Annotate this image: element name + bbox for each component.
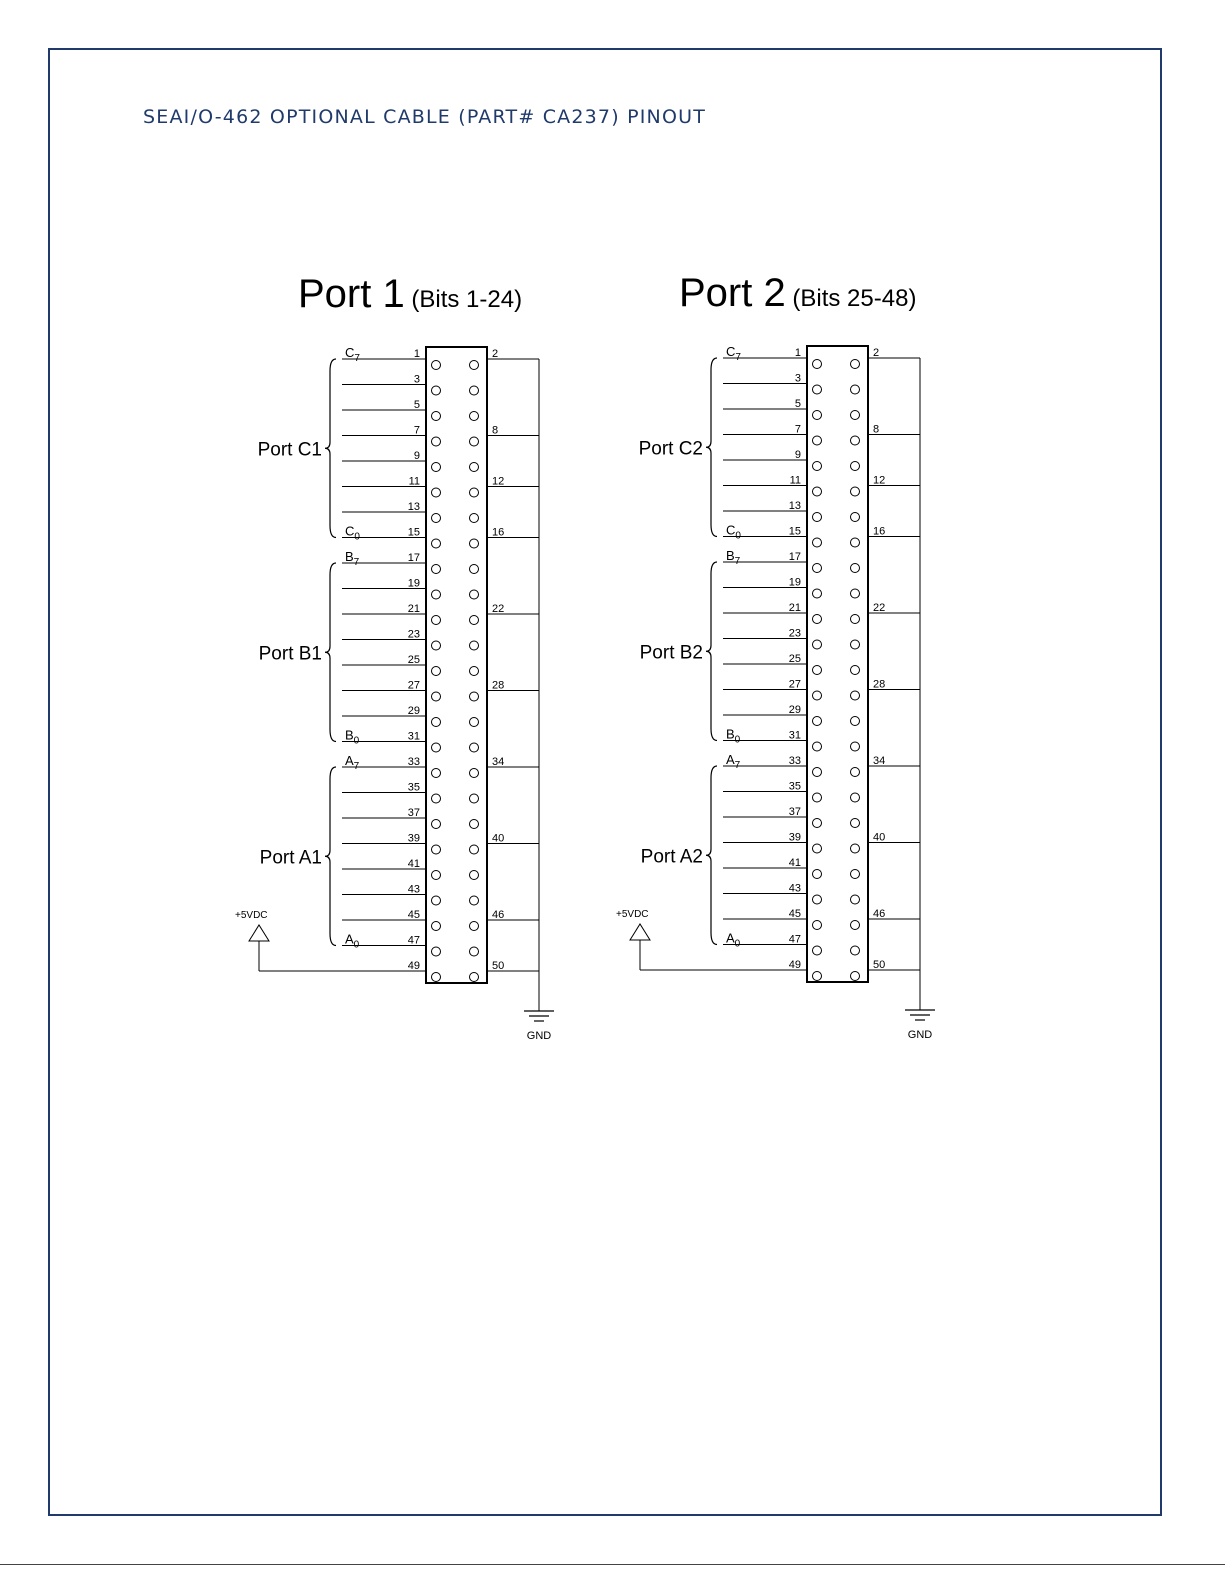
pin-number: 41	[407, 858, 420, 870]
pin-hole	[432, 692, 441, 701]
bit-msb-label-subscript: 7	[734, 760, 741, 771]
pin-number: 17	[788, 551, 801, 563]
ground-label: GND	[526, 1030, 552, 1042]
pin-number: 21	[788, 602, 801, 614]
pin-hole	[432, 922, 441, 931]
pin-hole	[851, 640, 860, 649]
connector-bits-range: (Bits 1-24)	[404, 286, 523, 313]
pin-hole	[432, 947, 441, 956]
pin-hole	[813, 615, 822, 624]
pin-hole	[813, 717, 822, 726]
connector-bits-range: (Bits 25-48)	[785, 285, 917, 312]
pin-hole	[851, 436, 860, 445]
pin-number: 25	[407, 654, 420, 666]
bit-lsb-label	[345, 524, 360, 543]
ground-pin-number: 28	[873, 678, 886, 691]
pin-hole	[813, 946, 822, 955]
pin-hole	[851, 385, 860, 394]
pin-hole	[432, 769, 441, 778]
pin-hole	[470, 845, 479, 854]
pin-hole	[813, 691, 822, 700]
power-label: +5VDC	[235, 910, 268, 921]
bit-msb-label	[726, 752, 741, 771]
pin-number: 43	[788, 882, 801, 895]
pin-number: 23	[407, 628, 420, 641]
port-group-label: Port C1	[257, 439, 322, 461]
pin-hole	[470, 361, 479, 370]
pin-number: 1	[413, 348, 420, 360]
pin-hole	[432, 412, 441, 421]
pin-hole	[470, 437, 479, 446]
pin-number: 29	[788, 704, 801, 716]
pin-number: 23	[788, 627, 801, 640]
ground-pin-number: 46	[873, 908, 886, 920]
pin-number: 17	[407, 552, 420, 564]
bit-msb-label-letter: B	[345, 549, 354, 564]
pin-number: 15	[407, 526, 420, 539]
bit-lsb-label-subscript: 0	[353, 735, 360, 747]
pin-number: 35	[407, 781, 420, 794]
port-group-label: Port B1	[258, 643, 322, 665]
pin-number: 9	[794, 449, 801, 461]
pin-number: 7	[413, 424, 420, 437]
pin-number: 1	[794, 347, 801, 359]
bit-lsb-label	[726, 523, 741, 542]
bit-lsb-label-subscript: 0	[353, 939, 360, 951]
pin-hole	[432, 641, 441, 650]
pin-hole	[813, 462, 822, 471]
bit-msb-label-subscript: 7	[354, 353, 360, 364]
ground-label: GND	[907, 1029, 933, 1041]
pin-number: 45	[407, 909, 420, 921]
pin-number: 41	[788, 857, 801, 869]
ground-pin-number: 50	[873, 959, 886, 971]
pin-hole	[851, 666, 860, 675]
pin-hole	[470, 667, 479, 676]
ground-pin-number: 40	[873, 831, 886, 844]
pin-hole	[470, 718, 479, 727]
connector-body	[426, 347, 487, 983]
pin-hole	[432, 667, 441, 676]
pin-number: 33	[788, 755, 801, 767]
pin-number: 9	[413, 450, 420, 462]
pin-hole	[470, 641, 479, 650]
pin-hole	[813, 819, 822, 828]
pin-hole	[432, 590, 441, 599]
bit-msb-label-letter: A	[726, 752, 735, 767]
pin-hole	[470, 896, 479, 905]
pin-number: 21	[407, 603, 420, 615]
ground-pin-number: 50	[492, 960, 505, 972]
pin-hole	[470, 590, 479, 599]
bit-lsb-label	[726, 727, 741, 746]
pin-hole	[813, 972, 822, 981]
ground-pin-number: 16	[873, 525, 886, 538]
pin-hole	[432, 616, 441, 625]
pin-hole	[432, 718, 441, 727]
pin-number: 47	[407, 934, 420, 947]
pin-hole	[813, 870, 822, 879]
pin-hole	[813, 564, 822, 573]
bit-msb-label	[345, 345, 360, 364]
pin-hole	[851, 360, 860, 369]
pin-hole	[851, 513, 860, 522]
port-group-label: Port C2	[638, 438, 703, 460]
bit-msb-label-subscript: 7	[734, 556, 741, 567]
ground-pin-number: 22	[873, 602, 886, 614]
pin-number: 25	[788, 653, 801, 665]
bit-lsb-label	[345, 728, 360, 747]
pin-number: 33	[407, 756, 420, 768]
pin-number: 37	[407, 807, 420, 819]
pin-hole	[470, 820, 479, 829]
pin-hole	[813, 513, 822, 522]
bit-msb-label-letter: B	[726, 548, 735, 563]
pin-number: 47	[788, 933, 801, 946]
pin-hole	[432, 514, 441, 523]
pin-number: 3	[413, 373, 420, 386]
pin-hole	[851, 411, 860, 420]
port-group-label: Port A1	[259, 847, 322, 869]
pin-number: 11	[408, 475, 420, 488]
pin-number: 27	[407, 679, 420, 692]
group-brace	[325, 563, 336, 742]
pin-hole	[813, 666, 822, 675]
pin-hole	[851, 742, 860, 751]
ground-pin-number: 2	[492, 348, 499, 360]
power-label: +5VDC	[616, 909, 649, 920]
bit-msb-label-subscript: 7	[353, 761, 360, 772]
pin-hole	[813, 487, 822, 496]
bit-lsb-label-letter: B	[345, 727, 354, 743]
pin-number: 15	[788, 525, 801, 538]
pin-hole	[851, 870, 860, 879]
ground-pin-number: 16	[492, 526, 505, 539]
pin-hole	[813, 921, 822, 930]
pin-number: 35	[788, 780, 801, 793]
pin-hole	[851, 793, 860, 802]
port-group-label: Port B2	[639, 642, 703, 664]
page-title: SEAI/O-462 OPTIONAL CABLE (PART# CA237) PINOUT	[143, 106, 707, 128]
pin-hole	[813, 742, 822, 751]
ground-pin-number: 28	[492, 679, 505, 692]
ground-pin-number: 34	[873, 755, 886, 767]
pin-hole	[851, 589, 860, 598]
pin-hole	[432, 361, 441, 370]
pin-hole	[851, 768, 860, 777]
pin-hole	[851, 615, 860, 624]
pin-number: 37	[788, 806, 801, 818]
group-brace	[706, 358, 717, 537]
ground-pin-number: 34	[492, 756, 505, 768]
group-brace	[325, 359, 336, 538]
connector-title	[298, 272, 522, 316]
pin-hole	[432, 871, 441, 880]
pin-number: 11	[789, 474, 801, 487]
pin-hole	[470, 769, 479, 778]
pin-hole	[813, 895, 822, 904]
bit-lsb-label-letter: C	[726, 522, 736, 538]
pin-number: 31	[407, 730, 420, 743]
pin-hole	[470, 412, 479, 421]
bit-lsb-label-subscript: 0	[734, 938, 741, 950]
pin-hole	[470, 616, 479, 625]
pin-hole	[813, 538, 822, 547]
pin-hole	[432, 845, 441, 854]
bit-msb-label	[345, 549, 360, 568]
pin-hole	[851, 538, 860, 547]
bit-lsb-label-subscript: 0	[354, 531, 360, 543]
bit-msb-label-subscript: 7	[735, 352, 741, 363]
pin-number: 43	[407, 883, 420, 896]
group-brace	[706, 766, 717, 945]
bit-lsb-label-subscript: 0	[735, 530, 741, 542]
pin-hole	[851, 819, 860, 828]
pin-hole	[813, 768, 822, 777]
connector-title	[679, 271, 916, 315]
pin-hole	[851, 717, 860, 726]
group-brace	[706, 562, 717, 741]
pin-hole	[470, 539, 479, 548]
pin-hole	[470, 973, 479, 982]
pin-hole	[813, 844, 822, 853]
pin-number: 13	[407, 501, 420, 513]
pin-number: 3	[794, 372, 801, 385]
pin-hole	[432, 463, 441, 472]
bit-msb-label-letter: A	[345, 753, 354, 768]
ground-pin-number: 22	[492, 603, 505, 615]
pin-hole	[432, 386, 441, 395]
pin-hole	[470, 922, 479, 931]
pin-hole	[432, 437, 441, 446]
pin-hole	[432, 896, 441, 905]
pin-hole	[813, 411, 822, 420]
bit-msb-label-letter: C	[726, 344, 736, 359]
pin-hole	[851, 462, 860, 471]
pin-number: 29	[407, 705, 420, 717]
power-triangle-icon	[630, 924, 650, 940]
pin-number: 31	[788, 729, 801, 742]
pin-number: 7	[794, 423, 801, 436]
pin-hole	[851, 691, 860, 700]
pin-number: 19	[407, 577, 420, 590]
pin-number: 39	[407, 832, 420, 845]
bit-msb-label-subscript: 7	[353, 557, 360, 568]
pin-number: 5	[794, 398, 801, 410]
pin-hole	[813, 436, 822, 445]
pin-number: 27	[788, 678, 801, 691]
ground-pin-number: 46	[492, 909, 505, 921]
bit-msb-label	[726, 344, 741, 363]
pin-number: 19	[788, 576, 801, 589]
pin-hole	[432, 539, 441, 548]
ground-pin-number: 12	[492, 475, 505, 488]
pin-hole	[851, 921, 860, 930]
pin-hole	[470, 565, 479, 574]
connector-body	[807, 346, 868, 982]
group-brace	[325, 767, 336, 946]
bit-msb-label-letter: C	[345, 345, 355, 360]
pin-hole	[851, 844, 860, 853]
connector-name: Port 1	[298, 272, 405, 316]
pin-hole	[813, 360, 822, 369]
bit-lsb-label-letter: A	[726, 930, 735, 946]
pin-hole	[470, 692, 479, 701]
pin-number: 5	[413, 399, 420, 411]
bit-msb-label	[345, 753, 360, 772]
pin-number: 45	[788, 908, 801, 920]
ground-pin-number: 12	[873, 474, 886, 487]
ground-pin-number: 2	[873, 347, 880, 359]
power-triangle-icon	[249, 925, 269, 941]
pin-number: 49	[407, 960, 420, 972]
pin-hole	[470, 488, 479, 497]
bit-msb-label	[726, 548, 741, 567]
pin-hole	[470, 794, 479, 803]
bit-lsb-label-letter: A	[345, 931, 354, 947]
pin-hole	[813, 793, 822, 802]
bit-lsb-label	[726, 931, 741, 950]
bit-lsb-label-letter: C	[345, 523, 355, 539]
pin-hole	[470, 386, 479, 395]
ground-pin-number: 8	[492, 424, 499, 437]
pin-number: 39	[788, 831, 801, 844]
pin-hole	[470, 947, 479, 956]
connector-name: Port 2	[679, 271, 786, 315]
bit-lsb-label	[345, 932, 360, 951]
pin-hole	[470, 743, 479, 752]
pin-number: 13	[788, 500, 801, 512]
pin-hole	[432, 565, 441, 574]
pin-hole	[813, 385, 822, 394]
pin-hole	[470, 463, 479, 472]
bit-lsb-label-letter: B	[726, 726, 735, 742]
pin-hole	[432, 488, 441, 497]
bit-lsb-label-subscript: 0	[734, 734, 741, 746]
pin-hole	[432, 973, 441, 982]
pin-hole	[851, 564, 860, 573]
pin-hole	[851, 946, 860, 955]
pin-hole	[851, 895, 860, 904]
pin-hole	[851, 972, 860, 981]
pin-number: 49	[788, 959, 801, 971]
pin-hole	[813, 640, 822, 649]
pin-hole	[851, 487, 860, 496]
ground-pin-number: 8	[873, 423, 880, 436]
pin-hole	[432, 820, 441, 829]
port-group-label: Port A2	[640, 846, 703, 868]
pin-hole	[432, 794, 441, 803]
ground-pin-number: 40	[492, 832, 505, 845]
pin-hole	[470, 871, 479, 880]
pin-hole	[813, 589, 822, 598]
pin-hole	[470, 514, 479, 523]
pin-hole	[432, 743, 441, 752]
